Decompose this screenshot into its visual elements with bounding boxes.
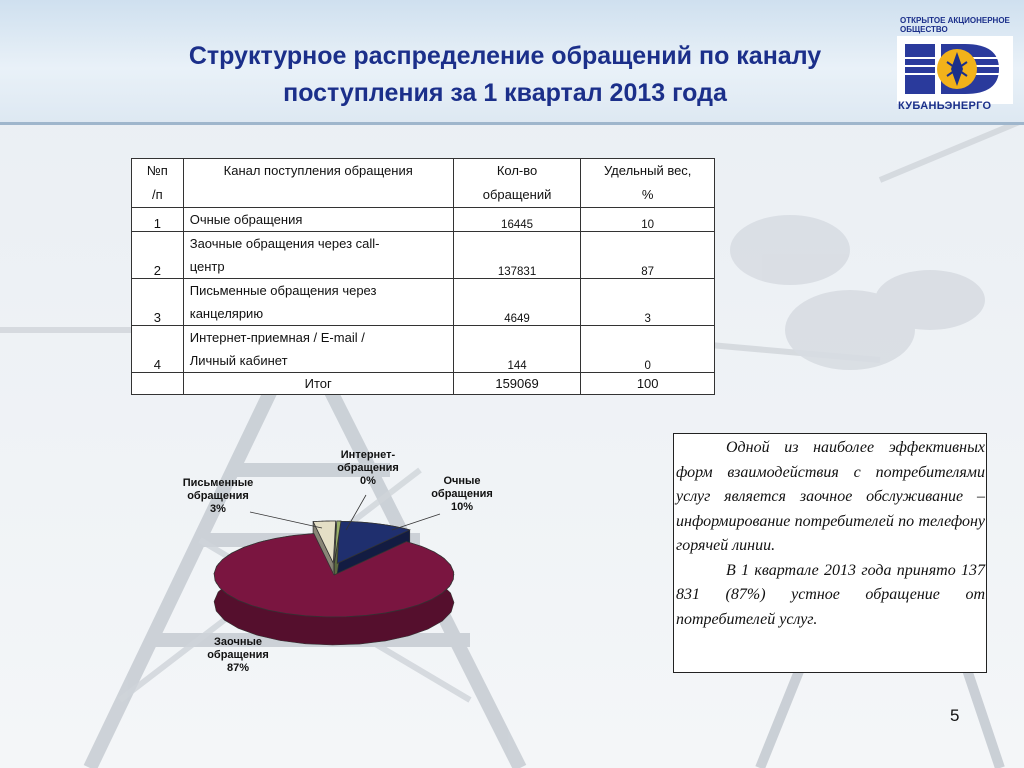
total-count: 159069 — [453, 373, 581, 395]
label-internet-line: Интернет- — [340, 449, 396, 461]
header-num-line1: №п — [146, 163, 168, 178]
label-internet — [337, 449, 399, 487]
total-label: Итог — [183, 373, 453, 395]
header-share-line2: % — [641, 187, 654, 202]
page-title-line1: Структурное распределение обращений по каналу — [188, 42, 822, 70]
label-call-center-line: Заочные — [214, 636, 262, 648]
header-divider — [0, 122, 1024, 125]
description-paragraph-2: В 1 квартале 2013 года принято 137 831 (87%) устное обращение от потребителей услуг. — [676, 561, 985, 628]
header-count-line1: Кол-во — [496, 163, 538, 178]
table-total-row — [132, 373, 715, 395]
header-count-line2: обращений — [482, 187, 552, 202]
row-channel-line2: центр — [189, 259, 225, 274]
row-count: 137831 — [453, 232, 581, 279]
label-written-line: 3% — [210, 503, 226, 515]
table-row — [132, 279, 715, 326]
page-number: 5 — [950, 706, 960, 725]
label-internet-line: обращения — [337, 462, 399, 474]
label-call-center-line: обращения — [207, 649, 269, 661]
row-channel — [183, 279, 453, 326]
row-count: 144 — [453, 326, 581, 373]
description-paragraph-1: Одной из наиболее эффективных форм взаимодействия с потребителями услуг является заочное обслуживание – информирование потребителей по телефону горячей линии. — [676, 439, 985, 554]
label-call-center — [207, 636, 269, 674]
header-count — [453, 159, 581, 208]
logo-caption-line1: ОТКРЫТОЕ АКЦИОНЕРНОЕ — [900, 16, 1010, 25]
table-row — [132, 208, 715, 232]
page-title-line2: поступления за 1 квартал 2013 года — [283, 79, 727, 107]
appeals-table — [131, 158, 715, 395]
label-call-center-line: 87% — [226, 662, 250, 674]
row-share: 0 — [581, 326, 715, 373]
table-row — [132, 326, 715, 373]
row-channel-line2: канцелярию — [189, 306, 264, 321]
label-in-person-leader — [392, 514, 440, 530]
row-share: 87 — [581, 232, 715, 279]
logo-caption — [900, 16, 1012, 34]
label-written-leader — [250, 512, 322, 528]
row-num: 1 — [132, 208, 184, 232]
description-text-box — [673, 433, 987, 673]
label-written — [183, 477, 254, 515]
row-num: 2 — [132, 232, 184, 279]
label-in-person-line: обращения — [431, 488, 493, 500]
row-count: 16445 — [453, 208, 581, 232]
total-empty-cell — [132, 373, 184, 395]
logo-caption-line2: ОБЩЕСТВО — [900, 25, 948, 34]
logo-company-name: КУБАНЬЭНЕРГО — [898, 100, 992, 112]
header-share — [581, 159, 715, 208]
header-num — [132, 159, 184, 208]
header-channel-text: Канал поступления обращения — [223, 163, 413, 178]
row-share: 3 — [581, 279, 715, 326]
row-num: 3 — [132, 279, 184, 326]
header-share-line1: Удельный вес, — [603, 163, 692, 178]
label-written-line: обращения — [187, 490, 249, 502]
header-channel — [183, 159, 453, 208]
label-in-person — [431, 475, 493, 513]
label-written-line: Письменные — [182, 477, 254, 489]
table-row — [132, 232, 715, 279]
total-share: 100 — [581, 373, 715, 395]
pie-chart — [170, 440, 500, 690]
row-channel-line1: Интернет-приемная / E-mail / — [189, 330, 365, 345]
row-share: 10 — [581, 208, 715, 232]
row-channel: Очные обращения — [183, 208, 453, 232]
header-num-line2: /п — [152, 187, 163, 202]
row-channel — [183, 232, 453, 279]
label-internet-line: 0% — [360, 475, 376, 487]
label-in-person-line: Очные — [443, 475, 481, 487]
row-num: 4 — [132, 326, 184, 373]
page-title — [120, 38, 890, 112]
row-channel-line1: Заочные обращения через call- — [189, 236, 380, 251]
row-channel — [183, 326, 453, 373]
label-in-person-line: 10% — [450, 501, 474, 513]
row-count: 4649 — [453, 279, 581, 326]
row-channel-line1: Письменные обращения через — [189, 283, 377, 298]
table-header-row — [132, 159, 715, 208]
row-channel-line2: Личный кабинет — [189, 353, 288, 368]
